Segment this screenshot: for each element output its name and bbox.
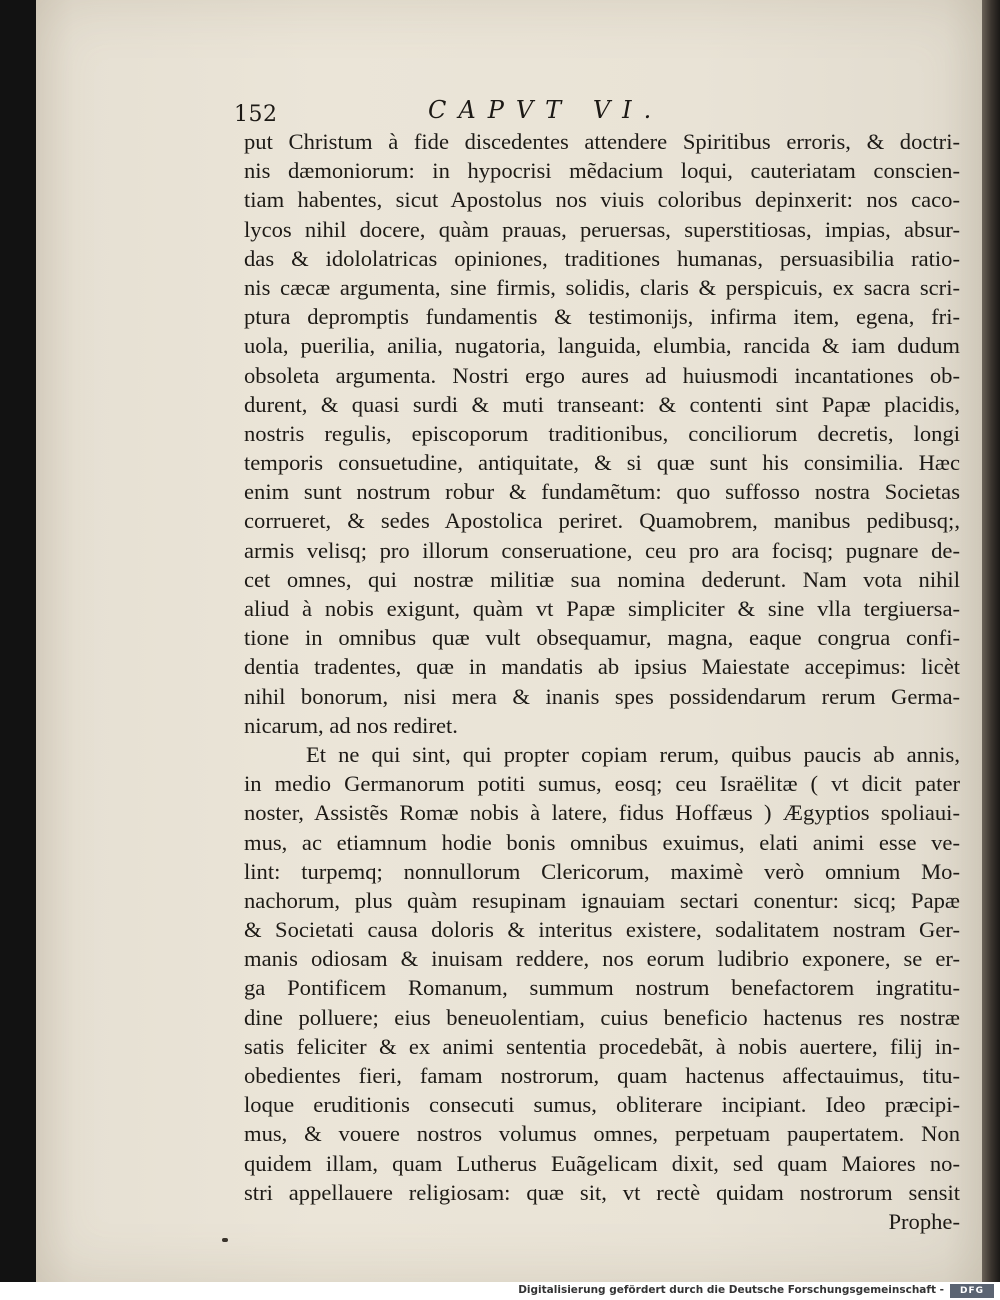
dfg-logo[interactable]: DFG — [950, 1284, 994, 1298]
funding-notice: Digitalisierung gefördert durch die Deutsche Forschungsgemeinschaft - — [518, 1284, 944, 1296]
text-line: lint: turpemq; nonnullorum Clericorum, maximè verò omnium Mo- — [244, 858, 960, 884]
body-text — [244, 127, 960, 1236]
catchword: Prophe- — [888, 1208, 960, 1234]
text-line: nis dæmoniorum: in hypocrisi mẽdacium loqui, cauteriatam conscien- — [244, 158, 960, 184]
text-line: uola, puerilia, anilia, nugatoria, languida, elumbia, rancida & iam dudum — [244, 333, 960, 359]
chapter-heading: CAPVT VI. — [428, 96, 664, 124]
text-line: corrueret, & sedes Apostolica periret. Quamobrem, manibus pedibusq;, — [244, 508, 960, 534]
text-line: in medio Germanorum potiti sumus, eosq; ceu Israëlitæ ( vt dicit pater — [244, 771, 960, 797]
text-line: enim sunt nostrum robur & fundamẽtum: quo suffosso nostra Societas — [244, 479, 960, 505]
book-spine-edge — [982, 0, 1000, 1282]
paragraph-start-line: Et ne qui sint, qui propter copiam rerum, quibus paucis ab annis, — [306, 741, 960, 767]
ink-smudge — [222, 1238, 228, 1242]
text-line: cet omnes, qui nostræ militiæ sua nomina dederunt. Nam vota nihil — [244, 566, 960, 592]
text-line: ga Pontificem Romanum, summum nostrum benefactorem ingratitu- — [244, 975, 960, 1001]
page-number: 152 — [234, 102, 278, 127]
text-line: obsoleta argumenta. Nostri ergo aures ad huiusmodi incantationes ob- — [244, 362, 960, 388]
text-line: stri appellauere religiosam: quæ sit, vt rectè quidam nostrorum sensit — [244, 1179, 960, 1205]
text-line: put Christum à fide discedentes attendere Spiritibus erroris, & doctri- — [244, 129, 960, 154]
text-line: nachorum, plus quàm resupinam ignauiam sectari conentur: sicq; Papæ — [244, 887, 960, 913]
text-line: lycos nihil docere, quàm prauas, peruersas, superstitiosas, impias, absur- — [244, 216, 960, 242]
text-line: obedientes fieri, famam nostrorum, quam hactenus affectauimus, titu- — [244, 1063, 960, 1088]
text-line: ptura depromptis fundamentis & testimonijs, infirma item, egena, fri- — [244, 304, 960, 330]
text-line: aliud à nobis exigunt, quàm vt Papæ simpliciter & sine vlla tergiuersa- — [244, 596, 960, 621]
text-line: satis feliciter & ex animi sententia procedebãt, à nobis auertere, filij in- — [244, 1033, 960, 1059]
text-line: tione in omnibus quæ vult obsequamur, magna, eaque congrua confi- — [244, 625, 960, 651]
text-line: quidem illam, quam Lutherus Euãgelicam dixit, sed quam Maiores no- — [244, 1150, 960, 1176]
text-line: nostris regulis, episcoporum traditionibus, conciliorum decretis, longi — [244, 420, 960, 446]
text-line: temporis consuetudine, antiquitate, & si quæ sunt his consimilia. Hæc — [244, 450, 960, 476]
text-line: nihil bonorum, nisi mera & inanis spes possidendarum rerum Germa- — [244, 683, 960, 709]
text-line: armis velisq; pro illorum conseruatione, ceu pro ara focisq; pugnare de- — [244, 537, 960, 563]
text-line: dentia tradentes, quæ in mandatis ab ipsius Maiestate accepimus: licèt — [244, 654, 960, 680]
text-line: loque eruditionis consecuti sumus, obliterare incipiant. Ideo præcipi- — [244, 1092, 960, 1118]
text-line: tiam habentes, sicut Apostolus nos viuis coloribus depinxerit: nos caco- — [244, 187, 960, 213]
paragraph-end-line: nicarum, ad nos rediret. — [244, 712, 458, 738]
text-line: mus, & vouere nostros volumus omnes, perpetuam paupertatem. Non — [244, 1121, 960, 1147]
text-line: & Societati causa doloris & interitus existere, sodalitatem nostram Ger- — [244, 917, 960, 943]
text-line: nis cæcæ argumenta, sine firmis, solidis, claris & perspicuis, ex sacra scri- — [244, 274, 960, 300]
text-line: noster, Assistẽs Romæ nobis à latere, fidus Hoffæus ) Ægyptios spoliaui- — [244, 800, 960, 826]
text-line: mus, ac etiamnum hodie bonis omnibus exuimus, elati animi esse ve- — [244, 829, 960, 855]
text-line: das & idololatricas opiniones, traditiones humanas, persuasibilia ratio- — [244, 245, 960, 271]
text-line: dine polluere; eius beneuolentiam, cuius beneficio hactenus res nostræ — [244, 1004, 960, 1030]
text-line: manis odiosam & inuisam reddere, nos eorum ludibrio exponere, se er- — [244, 946, 960, 972]
text-line: durent, & quasi surdi & muti transeant: & contenti sint Papæ placidis, — [244, 391, 960, 417]
